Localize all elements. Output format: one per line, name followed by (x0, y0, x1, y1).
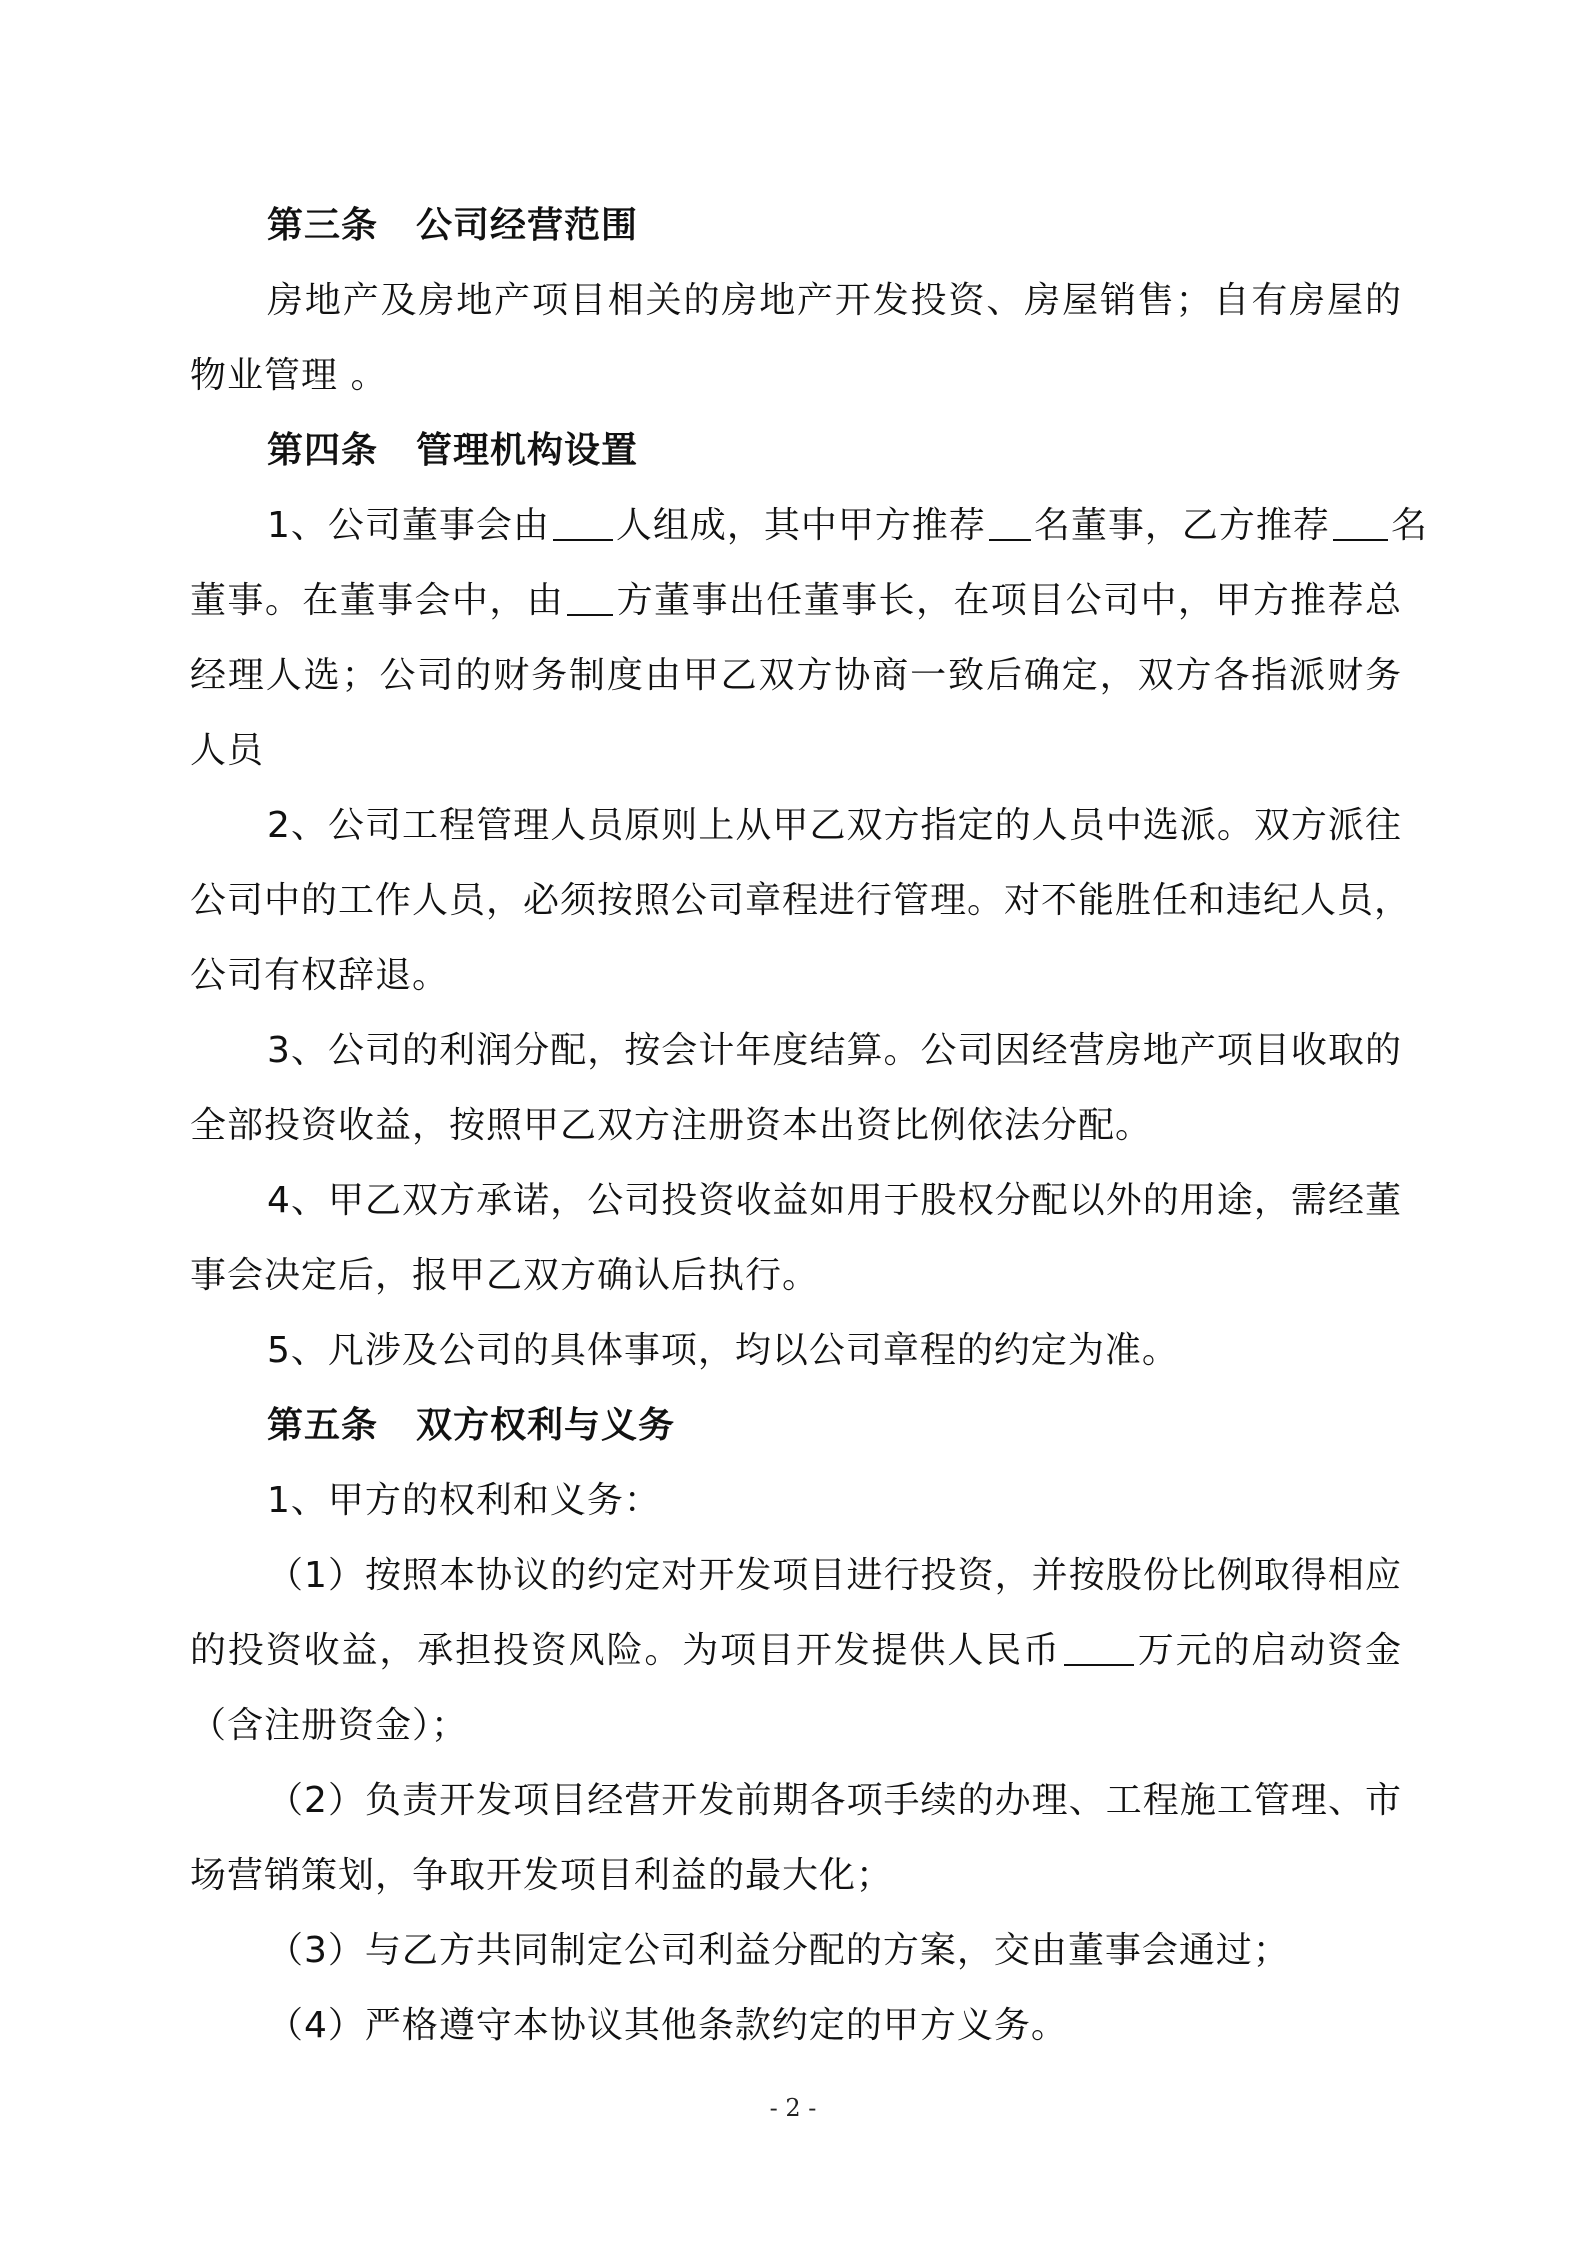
clause-text: 1、公司董事会由 (267, 505, 550, 546)
article-5-item-1-line-2 (190, 1613, 1402, 1688)
article-5-subheading-1: 1、甲方的权利和义务： (267, 1480, 661, 1521)
article-4-clause-2-line-2: 公司中的工作人员，必须按照公司章程进行管理。对不能胜任和违纪人员， (190, 880, 1412, 921)
clause-text: 名 (1390, 505, 1428, 546)
article-5-item-2-line-1: （2）负责开发项目经营开发前期各项手续的办理、工程施工管理、市 (267, 1780, 1402, 1821)
article-4-title: 管理机构设置 (416, 430, 639, 471)
article-5-item-1-line-1: （1）按照本协议的约定对开发项目进行投资，并按股份比例取得相应 (267, 1555, 1402, 1596)
blank-fill-line (567, 580, 613, 616)
blank-fill-line (989, 505, 1031, 541)
article-4-clause-2-line-3: 公司有权辞退。 (190, 955, 450, 996)
article-4-clause-1-line-4: 人员 (190, 730, 265, 771)
blank-fill-line (1064, 1630, 1134, 1666)
article-3-number: 第三条 (267, 205, 379, 246)
article-4-clause-1-line-1 (190, 488, 1428, 563)
article-4-clause-1-line-3: 经理人选；公司的财务制度由甲乙双方协商一致后确定，双方各指派财务 (190, 655, 1402, 696)
article-4-clause-4-line-1: 4、甲乙双方承诺，公司投资收益如用于股权分配以外的用途，需经董 (267, 1180, 1402, 1221)
article-4-clause-5-line-1: 5、凡涉及公司的具体事项，均以公司章程的约定为准。 (267, 1330, 1179, 1371)
clause-text: 方董事出任董事长，在项目公司中，甲方推荐总 (616, 580, 1402, 621)
article-4-clause-3-line-2: 全部投资收益，按照甲乙双方注册资本出资比例依法分配。 (190, 1105, 1153, 1146)
clause-text: 人组成，其中甲方推荐 (615, 505, 986, 546)
document-page (190, 188, 1428, 2063)
clause-text: 董事。在董事会中，由 (190, 580, 565, 621)
page-number: - 2 - (769, 2094, 817, 2122)
article-5-title: 双方权利与义务 (416, 1405, 676, 1446)
article-5-item-4: （4）严格遵守本协议其他条款约定的甲方义务。 (267, 2005, 1068, 2046)
article-5-item-2-line-2: 场营销策划，争取开发项目利益的最大化； (190, 1855, 894, 1896)
clause-text: 名董事，乙方推荐 (1033, 505, 1330, 546)
article-5-number: 第五条 (267, 1405, 379, 1446)
article-4-clause-2-line-1: 2、公司工程管理人员原则上从甲乙双方指定的人员中选派。双方派往 (267, 805, 1402, 846)
article-4-clause-3-line-1: 3、公司的利润分配，按会计年度结算。公司因经营房地产项目收取的 (267, 1030, 1402, 1071)
article-3-line-2: 物业管理 。 (190, 355, 388, 396)
article-5-item-3: （3）与乙方共同制定公司利益分配的方案，交由董事会通过； (267, 1930, 1290, 1971)
blank-fill-line (553, 505, 613, 541)
clause-text: 万元的启动资金 (1136, 1630, 1402, 1671)
article-3-heading (190, 188, 1402, 263)
article-5-item-1-line-3: （含注册资金）； (190, 1705, 469, 1746)
article-3-line-1: 房地产及房地产项目相关的房地产开发投资、房屋销售；自有房屋的 (267, 280, 1402, 321)
article-4-number: 第四条 (267, 430, 379, 471)
article-3-title: 公司经营范围 (416, 205, 639, 246)
article-4-clause-1-line-2 (190, 563, 1402, 638)
article-4-clause-4-line-2: 事会决定后，报甲乙双方确认后执行。 (190, 1255, 820, 1296)
blank-fill-line (1333, 505, 1388, 541)
clause-text: 的投资收益，承担投资风险。为项目开发提供人民币 (190, 1630, 1061, 1671)
article-5-heading (190, 1388, 1402, 1463)
article-4-heading (190, 413, 1402, 488)
